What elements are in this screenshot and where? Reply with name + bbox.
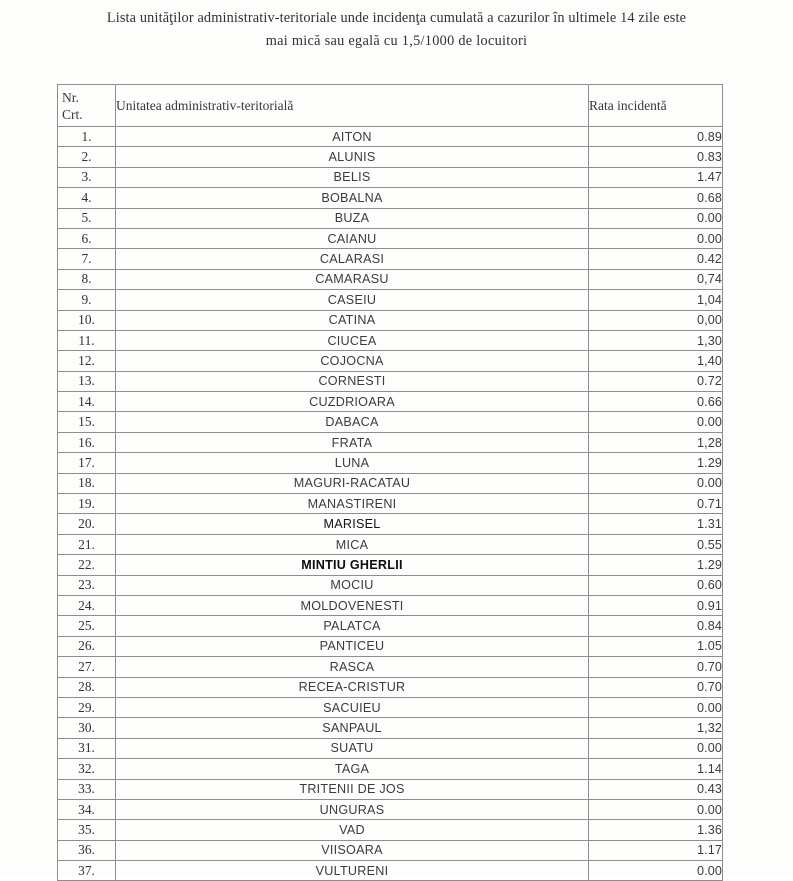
table-row — [58, 371, 723, 391]
table-row — [58, 718, 723, 738]
title-line-2: mai mică sau egală cu 1,5/1000 de locuitori — [265, 33, 528, 49]
cell-administrative-unit: PANTICEU — [116, 636, 589, 656]
title-line-1: Lista unităţilor administrativ-teritoriale unde incidenţa cumulată a cazurilor în ultimele 14 zile este — [106, 10, 687, 26]
cell-row-number: 14. — [58, 392, 116, 412]
cell-incidence-rate: 0.72 — [589, 371, 723, 391]
table-row — [58, 208, 723, 228]
table-row — [58, 453, 723, 473]
cell-administrative-unit: TRITENII DE JOS — [116, 779, 589, 799]
cell-administrative-unit: VAD — [116, 820, 589, 840]
cell-incidence-rate: 0.00 — [589, 228, 723, 248]
cell-row-number: 29. — [58, 697, 116, 717]
table-row — [58, 861, 723, 881]
table-row — [58, 432, 723, 452]
table-row — [58, 534, 723, 554]
cell-incidence-rate: 0.70 — [589, 677, 723, 697]
cell-administrative-unit: BUZA — [116, 208, 589, 228]
cell-incidence-rate: 1,30 — [589, 330, 723, 350]
cell-row-number: 17. — [58, 453, 116, 473]
cell-row-number: 26. — [58, 636, 116, 656]
cell-administrative-unit: VULTURENI — [116, 861, 589, 881]
table-row — [58, 738, 723, 758]
cell-row-number: 20. — [58, 514, 116, 534]
cell-row-number: 6. — [58, 228, 116, 248]
cell-administrative-unit: SACUIEU — [116, 697, 589, 717]
cell-incidence-rate: 0.00 — [589, 861, 723, 881]
cell-administrative-unit: SANPAUL — [116, 718, 589, 738]
cell-row-number: 11. — [58, 330, 116, 350]
table-row — [58, 188, 723, 208]
cell-incidence-rate: 0.00 — [589, 208, 723, 228]
cell-incidence-rate: 0.00 — [589, 412, 723, 432]
cell-row-number: 28. — [58, 677, 116, 697]
cell-administrative-unit: MINTIU GHERLII — [116, 555, 589, 575]
column-header-nr-line1: Nr. — [62, 89, 79, 105]
table-row — [58, 820, 723, 840]
table-row — [58, 697, 723, 717]
cell-administrative-unit: CORNESTI — [116, 371, 589, 391]
cell-incidence-rate: 0.00 — [589, 473, 723, 493]
cell-administrative-unit: ALUNIS — [116, 147, 589, 167]
cell-administrative-unit: AITON — [116, 127, 589, 147]
cell-incidence-rate: 1,04 — [589, 290, 723, 310]
cell-administrative-unit: MANASTIRENI — [116, 494, 589, 514]
cell-row-number: 7. — [58, 249, 116, 269]
cell-administrative-unit: DABACA — [116, 412, 589, 432]
cell-row-number: 21. — [58, 534, 116, 554]
cell-row-number: 5. — [58, 208, 116, 228]
column-header-unit: Unitatea administrativ-teritorială — [116, 85, 589, 127]
cell-row-number: 8. — [58, 269, 116, 289]
cell-row-number: 23. — [58, 575, 116, 595]
cell-incidence-rate: 1.29 — [589, 453, 723, 473]
cell-incidence-rate: 0.00 — [589, 799, 723, 819]
cell-administrative-unit: CIUCEA — [116, 330, 589, 350]
cell-administrative-unit: FRATA — [116, 432, 589, 452]
cell-row-number: 27. — [58, 657, 116, 677]
cell-administrative-unit: COJOCNA — [116, 351, 589, 371]
cell-incidence-rate: 1.47 — [589, 167, 723, 187]
cell-administrative-unit: TAGA — [116, 759, 589, 779]
cell-administrative-unit: MARISEL — [116, 514, 589, 534]
cell-row-number: 24. — [58, 595, 116, 615]
cell-incidence-rate: 1,40 — [589, 351, 723, 371]
table-row — [58, 514, 723, 534]
table-header-row — [58, 85, 723, 127]
page-title — [57, 0, 737, 53]
cell-incidence-rate: 0.00 — [589, 697, 723, 717]
cell-administrative-unit: BELIS — [116, 167, 589, 187]
table-row — [58, 412, 723, 432]
cell-incidence-rate: 0.83 — [589, 147, 723, 167]
table-row — [58, 555, 723, 575]
table-row — [58, 310, 723, 330]
cell-incidence-rate: 1.14 — [589, 759, 723, 779]
cell-administrative-unit: CASEIU — [116, 290, 589, 310]
cell-incidence-rate: 0.91 — [589, 595, 723, 615]
table-row — [58, 616, 723, 636]
cell-incidence-rate: 0.66 — [589, 392, 723, 412]
table-row — [58, 494, 723, 514]
cell-incidence-rate: 0,74 — [589, 269, 723, 289]
cell-row-number: 2. — [58, 147, 116, 167]
cell-administrative-unit: BOBALNA — [116, 188, 589, 208]
table-row — [58, 759, 723, 779]
table-row — [58, 840, 723, 860]
column-header-nr-line2: Crt. — [62, 106, 83, 122]
cell-row-number: 18. — [58, 473, 116, 493]
cell-incidence-rate: 0.84 — [589, 616, 723, 636]
cell-administrative-unit: UNGURAS — [116, 799, 589, 819]
cell-incidence-rate: 1.29 — [589, 555, 723, 575]
table-body — [58, 127, 723, 881]
table-row — [58, 392, 723, 412]
cell-administrative-unit: CAMARASU — [116, 269, 589, 289]
cell-row-number: 12. — [58, 351, 116, 371]
cell-administrative-unit: SUATU — [116, 738, 589, 758]
cell-incidence-rate: 0.70 — [589, 657, 723, 677]
cell-administrative-unit: MAGURI-RACATAU — [116, 473, 589, 493]
cell-row-number: 1. — [58, 127, 116, 147]
cell-incidence-rate: 0,00 — [589, 310, 723, 330]
table-row — [58, 127, 723, 147]
cell-row-number: 22. — [58, 555, 116, 575]
cell-administrative-unit: MOCIU — [116, 575, 589, 595]
cell-incidence-rate: 1.36 — [589, 820, 723, 840]
table-row — [58, 779, 723, 799]
cell-row-number: 16. — [58, 432, 116, 452]
table-row — [58, 290, 723, 310]
uat-table-container — [57, 84, 722, 881]
cell-administrative-unit: VIISOARA — [116, 840, 589, 860]
table-row — [58, 269, 723, 289]
cell-administrative-unit: CALARASI — [116, 249, 589, 269]
cell-incidence-rate: 1.17 — [589, 840, 723, 860]
cell-incidence-rate: 0.42 — [589, 249, 723, 269]
cell-row-number: 13. — [58, 371, 116, 391]
table-row — [58, 595, 723, 615]
table-row — [58, 473, 723, 493]
table-row — [58, 351, 723, 371]
cell-row-number: 4. — [58, 188, 116, 208]
cell-row-number: 34. — [58, 799, 116, 819]
table-row — [58, 636, 723, 656]
cell-row-number: 25. — [58, 616, 116, 636]
table-header — [58, 85, 723, 127]
table-row — [58, 249, 723, 269]
table-row — [58, 167, 723, 187]
cell-administrative-unit: MOLDOVENESTI — [116, 595, 589, 615]
table-row — [58, 799, 723, 819]
cell-row-number: 15. — [58, 412, 116, 432]
cell-row-number: 33. — [58, 779, 116, 799]
cell-administrative-unit: CAIANU — [116, 228, 589, 248]
table-row — [58, 575, 723, 595]
cell-row-number: 30. — [58, 718, 116, 738]
cell-row-number: 36. — [58, 840, 116, 860]
cell-incidence-rate: 0.71 — [589, 494, 723, 514]
cell-incidence-rate: 0.55 — [589, 534, 723, 554]
cell-administrative-unit: LUNA — [116, 453, 589, 473]
cell-administrative-unit: MICA — [116, 534, 589, 554]
cell-row-number: 35. — [58, 820, 116, 840]
table-row — [58, 330, 723, 350]
cell-incidence-rate: 1,32 — [589, 718, 723, 738]
cell-incidence-rate: 0.68 — [589, 188, 723, 208]
cell-row-number: 31. — [58, 738, 116, 758]
cell-administrative-unit: CATINA — [116, 310, 589, 330]
cell-row-number: 9. — [58, 290, 116, 310]
cell-incidence-rate: 0.60 — [589, 575, 723, 595]
cell-row-number: 10. — [58, 310, 116, 330]
cell-incidence-rate: 0.89 — [589, 127, 723, 147]
cell-incidence-rate: 0.00 — [589, 738, 723, 758]
cell-row-number: 3. — [58, 167, 116, 187]
column-header-nr — [58, 85, 116, 127]
cell-incidence-rate: 1,28 — [589, 432, 723, 452]
cell-administrative-unit: PALATCA — [116, 616, 589, 636]
cell-incidence-rate: 0.43 — [589, 779, 723, 799]
cell-incidence-rate: 1.31 — [589, 514, 723, 534]
uat-incidence-table — [57, 84, 723, 881]
table-row — [58, 228, 723, 248]
cell-administrative-unit: RASCA — [116, 657, 589, 677]
cell-administrative-unit: CUZDRIOARA — [116, 392, 589, 412]
cell-row-number: 19. — [58, 494, 116, 514]
table-row — [58, 147, 723, 167]
table-row — [58, 677, 723, 697]
cell-administrative-unit: RECEA-CRISTUR — [116, 677, 589, 697]
column-header-rate: Rata incidentă — [589, 85, 723, 127]
cell-row-number: 37. — [58, 861, 116, 881]
table-row — [58, 657, 723, 677]
cell-incidence-rate: 1.05 — [589, 636, 723, 656]
cell-row-number: 32. — [58, 759, 116, 779]
